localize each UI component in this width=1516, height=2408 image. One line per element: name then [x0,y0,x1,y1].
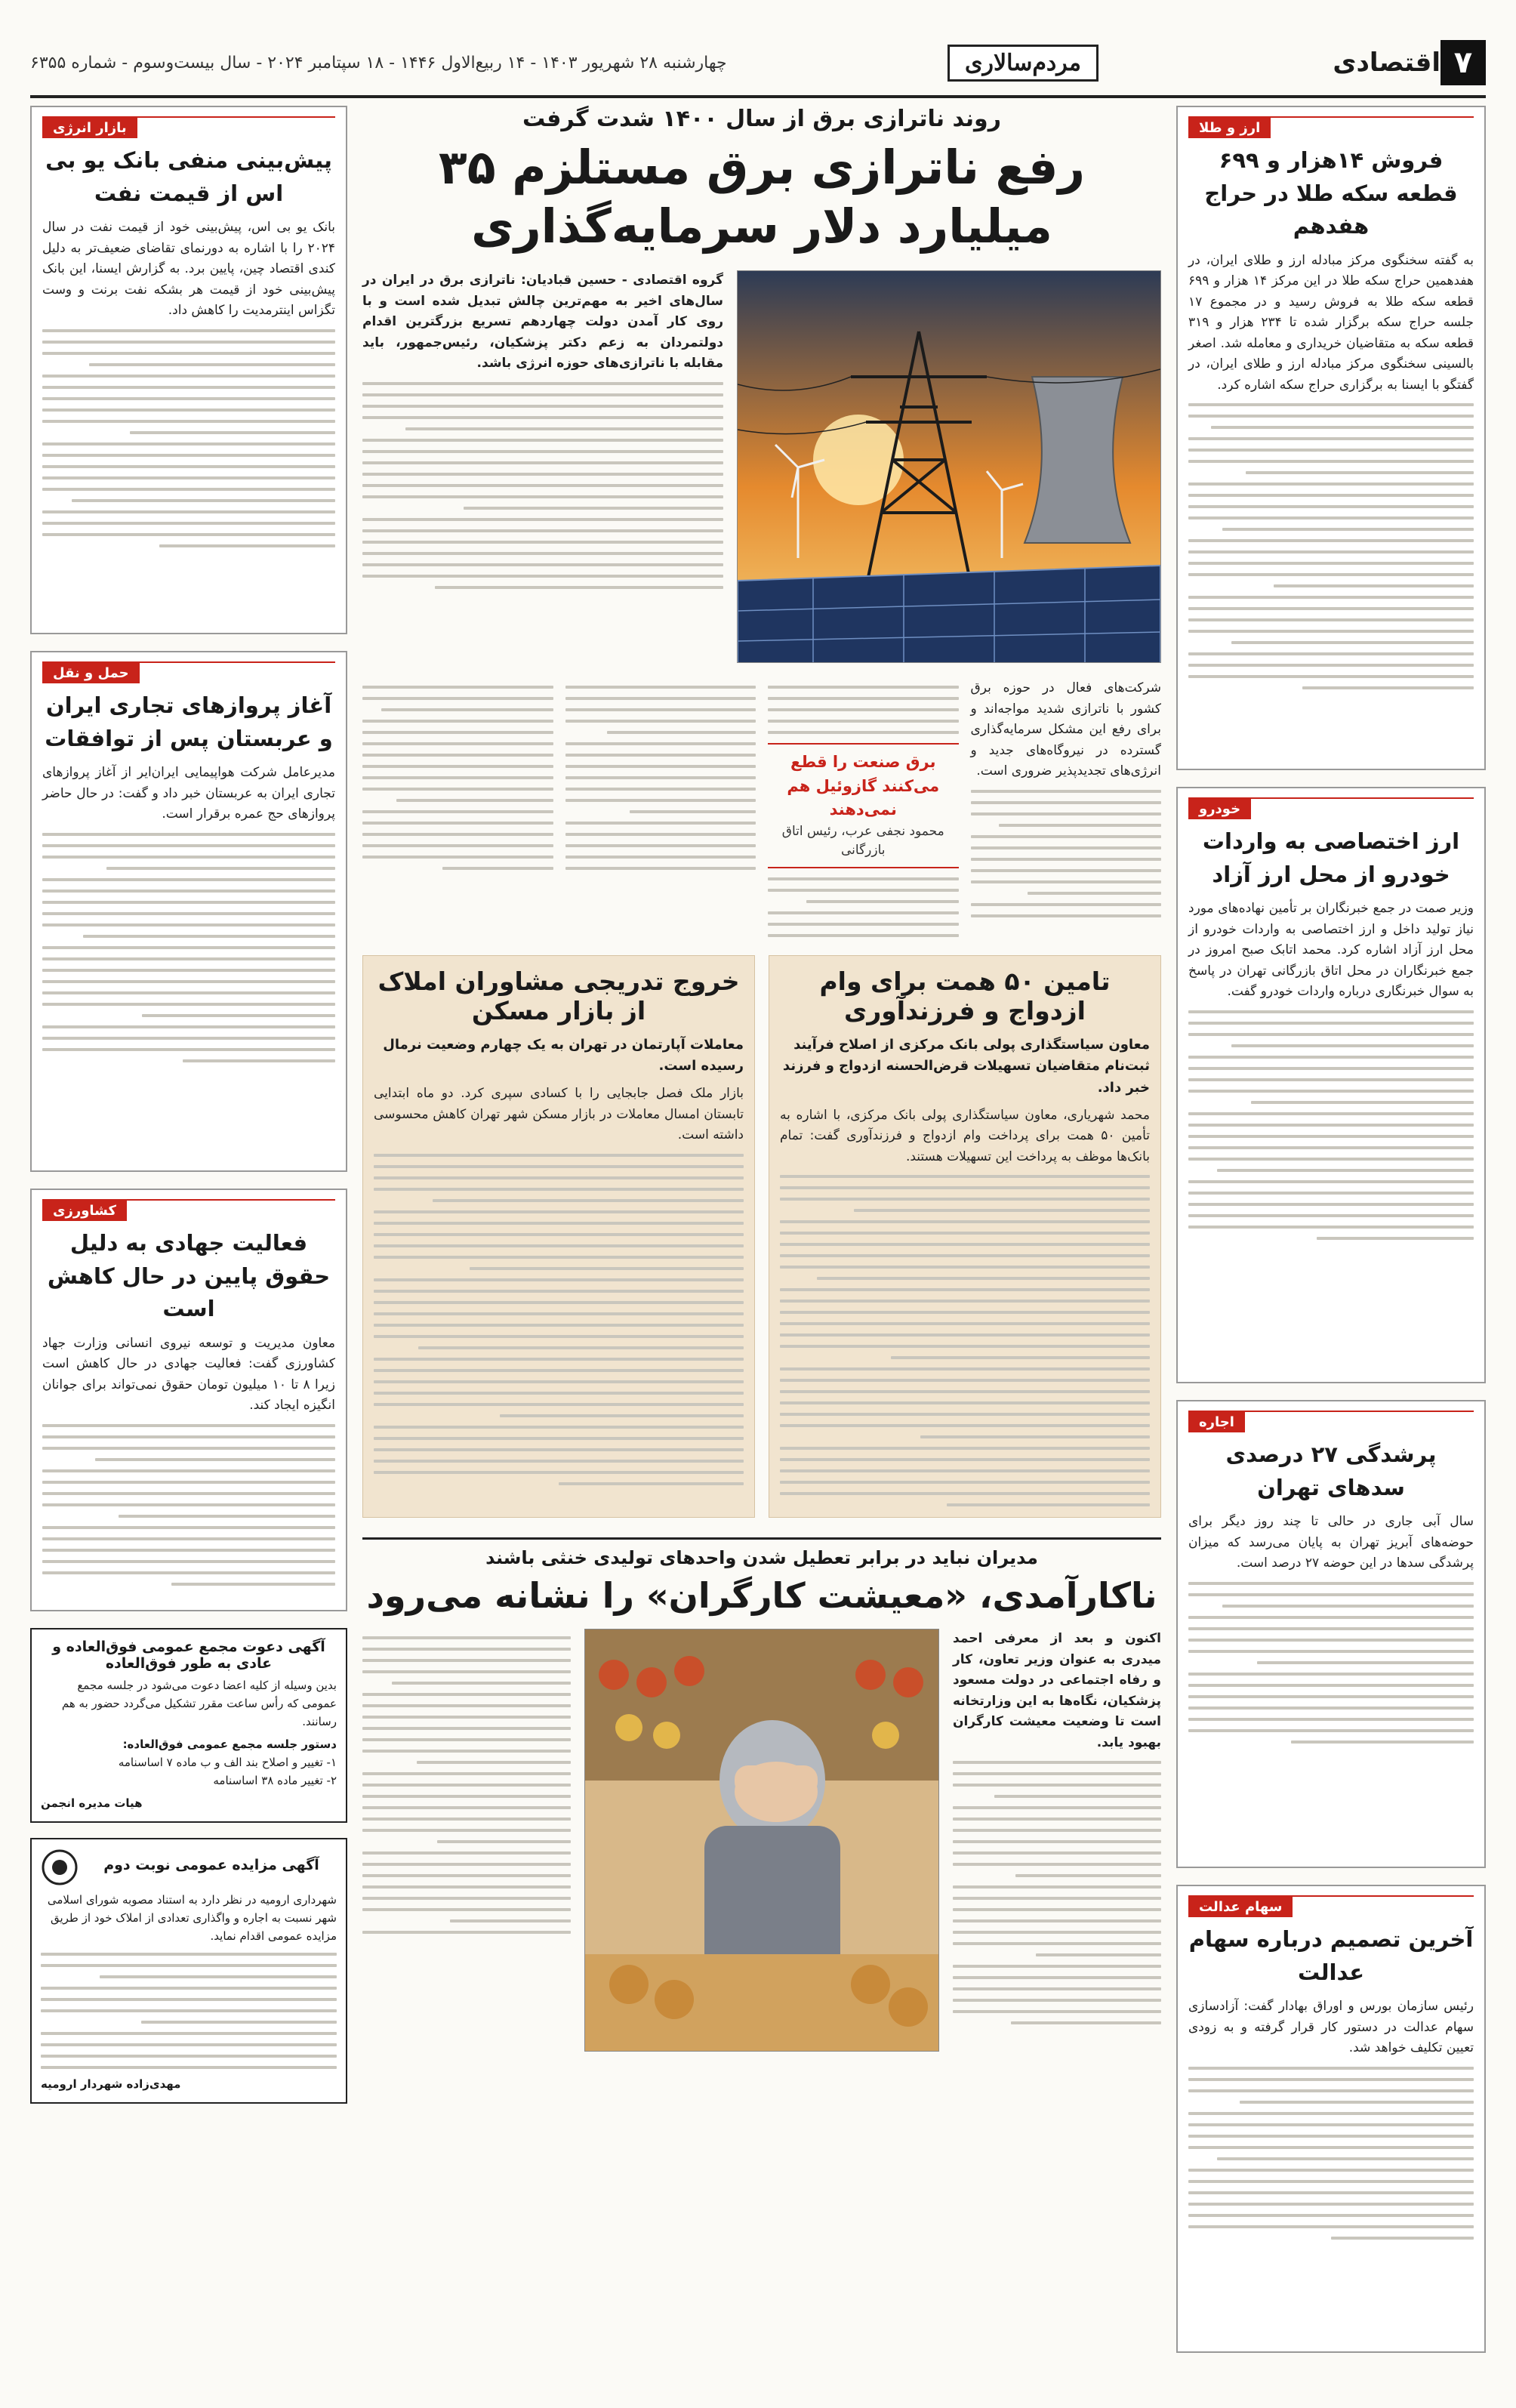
equity-article [1176,1885,1486,2353]
text-placeholder [362,382,723,589]
workers-kicker: مدیران نباید در برابر تعطیل شدن واحدهای تولیدی خنثی باشند [485,1547,1038,1569]
pull-quote [768,743,959,868]
left-column [30,106,347,2378]
assembly-notice-footer: هیات مدیره انجمن [41,1796,143,1810]
oil-article [30,106,347,634]
agri-tag: کشاورزی [42,1201,127,1221]
housing-article [362,955,755,1518]
gold-title: فروش ۱۴هزار و ۶۹۹ قطعه سکه طلا در حراج هفدهم [1204,147,1458,239]
pylon-illustration [737,270,1161,663]
page-number: ۷ [1441,40,1486,85]
agri-text: معاون مدیریت و توسعه نیروی انسانی وزارت جهاد کشاورزی گفت: فعالیت جهادی در حال کاهش است زیرا ۸ تا ۱۰ میلیون تومان حقوق نمی‌تواند برای جوانان انگیزه ایجاد کند. [42,1335,335,1414]
gold-text: به گفته سخنگوی مرکز مبادله ارز و طلای ایران، در هفدهمین حراج سکه طلا در این مرکز ۱۴ هزار و ۶۹۹ قطعه سکه طلا به فروش رسید و در مجموع ۱۷ جلسه حراج سکه برگزار شده تا ۲۳۴ هزار و ۳۱۹ قطعه سکه به متقاضیان خریداری و معامله شد. اصغر بالسینی سخنگوی مرکز مبادله ارز و طلای ایران، در گفتگو با ایسنا به برگزاری حراج سکه اشاره کرد. [1188,252,1474,393]
dams-text: سال آبی جاری در حالی تا چند روز دیگر برای حوضه‌های آبریز تهران به پایان می‌رسد که میزان پرشدگی سدها در این حوضه ۲۷ درصد است. [1188,1514,1474,1571]
lead-body [362,678,1161,937]
lead-headline: رفع ناترازی برق مستلزم ۳۵ میلیارد دلار سرمایه‌گذاری [438,140,1086,254]
page-header [30,30,1486,98]
equity-text: رئیس سازمان بورس و اوراق بهادار گفت: آزادسازی سهام عدالت در دستور کار قرار گرفته و به زودی تعیین تکلیف خواهد شد. [1188,1999,1474,2056]
cars-text: وزیر صمت در جمع خبرنگاران بر تأمین نهاده‌های مورد نیاز تولید داخل و ارز اختصاصی به واردات خودرو از محل ارز آزاد اشاره کرد. محمد اتابک صبح امروز در جمع خبرنگاران در محل اتاق بازرگانی تهران در پاسخ به سوال خبرنگاری درباره واردات خودرو گفت. [1188,901,1474,1000]
dams-article [1176,1400,1486,1868]
assembly-agenda-item: ۱- تغییر و اصلاح بند الف و ب ماده ۷ اساسنامه [118,1756,337,1769]
agri-title: فعالیت جهادی به دلیل حقوق پایین در حال کاهش است [47,1230,331,1321]
workers-headline: ناکارآمدی، «معیشت کارگران» را نشانه می‌رود [366,1575,1157,1617]
pull-quote-source: محمود نجفی عرب، رئیس اتاق بازرگانی [781,823,944,858]
marriage-title: تامین ۵۰ همت برای وام ازدواج و فرزندآوری [819,966,1111,1025]
transport-article [30,651,347,1172]
assembly-notice [30,1628,347,1823]
dams-title: پرشدگی ۲۷ درصدی سدهای تهران [1225,1441,1437,1500]
issue-info: چهارشنبه ۲۸ شهریور ۱۴۰۳ - ۱۴ ربیع‌الاول ۱۴۴۶ - ۱۸ سپتامبر ۲۰۲۴ - سال بیست‌وسوم - شماره ۶۳۵۵ [30,53,727,72]
text-placeholder [1188,2067,1474,2240]
auction-notice-footer: مهدی‌زاده شهردار ارومیه [41,2077,181,2091]
section-block [1319,40,1486,85]
marriage-loan-article [769,955,1161,1518]
text-placeholder [1188,403,1474,689]
oil-text: بانک یو بی اس، پیش‌بینی خود از قیمت نفت در سال ۲۰۲۴ را با اشاره به دورنمای تقاضای ضعیف‌تر به دلیل کندی اقتصاد چین، پایین برد. به گزارش ایسنا، این بانک پیش‌بینی خود از قیمت هر بشکه نفت برنت و وست تگزاس اینترمدیت را کاهش داد. [42,220,335,319]
oil-tag: بازار انرژی [42,118,137,138]
assembly-agenda-title: دستور جلسه مجمع عمومی فوق‌العاده: [122,1737,337,1751]
worker-photo [584,1629,939,2052]
assembly-notice-text: بدین وسیله از کلیه اعضا دعوت می‌شود در جلسه مجمع عمومی که رأس ساعت مقرر تشکیل می‌گردد حضور به هم رسانند. [61,1679,337,1728]
workers-text: اکنون و بعد از معرفی احمد میدری به عنوان وزیر تعاون، کار و رفاه اجتماعی در دولت مسعود پزشکیان، نگاه‌ها به این وزارتخانه است تا وضعیت معیشت کارگران بهبود یابد. [953,1630,1161,1750]
gold-tag: ارز و طلا [1188,118,1271,138]
lead-intro: گروه اقتصادی - حسین قبادیان: ناترازی برق در ایران در سال‌های اخیر به مهم‌ترین چالش تبدیل شده است و با روی کار آمدن دولت چهاردهم تسریع بزرگترین اقدام دولتمردان به زعم دکتر پزشکیان، رئیس‌جمهور، باید مقابله با ناترازی‌های حوزه انرژی باشد. [362,273,723,372]
cars-title: ارز اختصاصی به واردات خودرو از محل ارز آزاد [1202,828,1460,887]
emblem-icon [41,1848,79,1886]
lead-kicker: روند ناترازی برق از سال ۱۴۰۰ شدت گرفت [522,106,1001,132]
right-column [1176,106,1486,2378]
marriage-text: محمد شهریاری، معاون سیاستگذاری پولی بانک مرکزی، با اشاره به تأمین ۵۰ همت برای پرداخت وام ازدواج و فرزندآوری گفت: تمام بانک‌ها موظف به پرداخت این تسهیلات هستند. [780,1107,1151,1164]
workers-article [362,1537,1161,2052]
text-placeholder [1188,1010,1474,1240]
transport-text: مدیرعامل شرکت هواپیمایی ایران‌ایر از آغاز پروازهای تجاری ایران به عربستان خبر داد و گفت: در حال حاضر پروازهای حج عمره برقرار است. [42,765,335,822]
transport-title: آغاز پروازهای تجاری ایران و عربستان پس از توافقات [45,692,333,751]
housing-lead: معاملات آپارتمان در تهران به یک چهارم وضعیت نرمال رسیده است. [383,1036,744,1075]
text-placeholder [1188,1582,1474,1744]
housing-title: خروج تدریجی مشاوران املاک از بازار مسکن [377,966,740,1025]
pull-quote-text: برق صنعت را قطع می‌کنند گازوئیل هم نمی‌دهند [787,753,940,819]
lead-body-text: شرکت‌های فعال در حوزه برق کشور با ناترازی شدید مواجه‌اند و برای رفع این مشکل سرمایه‌گذاری گسترده در نیروگاه‌های جدید و انرژی‌های تجدیدپذیر ضروری است. [970,680,1161,779]
oil-title: پیش‌بینی منفی بانک یو بی اس از قیمت نفت [45,147,332,206]
marriage-lead: معاون سیاستگذاری پولی بانک مرکزی از اصلاح فرآیند ثبت‌نام متقاضیان تسهیلات قرض‌الحسنه ازدواج و فرزند خبر داد. [782,1036,1150,1096]
assembly-agenda-item: ۲- تغییر ماده ۳۸ اساسنامه [213,1774,337,1787]
equity-tag: سهام عدالت [1188,1897,1293,1917]
middle-column [362,106,1161,2378]
cars-article [1176,787,1486,1383]
dams-tag: اجاره [1188,1412,1245,1432]
agri-article [30,1189,347,1611]
section-title: اقتصادی [1333,48,1441,78]
transport-tag: حمل و نقل [42,663,140,683]
housing-text: بازار ملک فصل جابجایی را با کسادی سپری کرد. دو ماه ابتدایی تابستان امسال معاملات در بازار مسکن شهر تهران کاهش محسوسی داشته است. [374,1086,744,1143]
newspaper-logo: مردم‌سالاری [948,45,1098,82]
assembly-notice-title: آگهی دعوت مجمع عمومی فوق‌العاده و عادی به طور فوق‌العاده [52,1639,325,1672]
gold-article [1176,106,1486,770]
cars-tag: خودرو [1188,799,1251,819]
equity-title: آخرین تصمیم درباره سهام عدالت [1188,1926,1474,1985]
auction-notice-text: شهرداری ارومیه در نظر دارد به استناد مصوبه شورای اسلامی شهر نسبت به اجاره و واگذاری تعدادی از املاک خود از طریق مزایده عمومی اقدام نماید. [47,1893,337,1943]
auction-notice [30,1838,347,2104]
auction-notice-title: آگهی مزایده عمومی نوبت دوم [103,1857,319,1873]
